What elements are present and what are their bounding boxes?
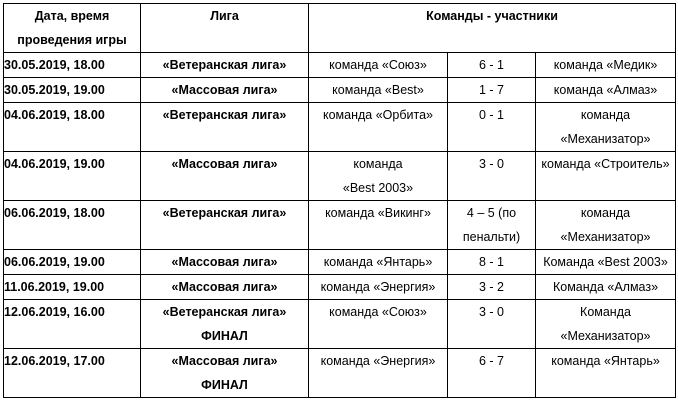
header-date-line2: проведения игры bbox=[17, 33, 127, 47]
team2-name: команда bbox=[580, 206, 631, 220]
league-name: «Массовая лига» bbox=[171, 354, 278, 368]
team1-cell bbox=[309, 349, 448, 398]
team2-name: команда «Алмаз» bbox=[553, 83, 658, 97]
team2-cell bbox=[536, 300, 676, 349]
league-cell bbox=[141, 152, 309, 201]
match-score: 6 - 1 bbox=[478, 58, 504, 72]
table-row bbox=[4, 53, 676, 78]
team2-name: команда «Янтарь» bbox=[551, 354, 660, 368]
match-schedule-table bbox=[3, 3, 676, 398]
team2-cell bbox=[536, 250, 676, 275]
header-date-line1: Дата, время bbox=[34, 9, 110, 23]
league-cell bbox=[141, 78, 309, 103]
score-cell bbox=[448, 349, 536, 398]
score-cell bbox=[448, 275, 536, 300]
score-cell bbox=[448, 250, 536, 275]
score-cell bbox=[448, 152, 536, 201]
final-label: ФИНАЛ bbox=[201, 329, 248, 343]
score-cell bbox=[448, 78, 536, 103]
league-name: «Ветеранская лига» bbox=[162, 305, 287, 319]
match-score: пенальти) bbox=[462, 230, 521, 244]
match-date-cell: 11.06.2019, 19.00 bbox=[4, 275, 141, 300]
table-row bbox=[4, 349, 676, 398]
score-cell bbox=[448, 201, 536, 250]
team2-name: «Механизатор» bbox=[560, 329, 651, 343]
match-score: 6 - 7 bbox=[478, 354, 504, 368]
team1-cell bbox=[309, 103, 448, 152]
table-row bbox=[4, 275, 676, 300]
score-cell bbox=[448, 103, 536, 152]
table-row bbox=[4, 300, 676, 349]
team2-cell bbox=[536, 201, 676, 250]
match-score: 0 - 1 bbox=[478, 108, 504, 122]
match-score: 8 - 1 bbox=[478, 255, 504, 269]
team1-name: команда «Орбита» bbox=[323, 108, 433, 122]
match-score: 1 - 7 bbox=[478, 83, 504, 97]
final-label: ФИНАЛ bbox=[201, 378, 248, 392]
match-date-cell: 12.06.2019, 16.00 bbox=[4, 300, 141, 349]
team2-name: команда «Строитель» bbox=[541, 157, 670, 171]
match-score: 3 - 2 bbox=[478, 280, 504, 294]
match-score: 3 - 0 bbox=[478, 157, 504, 171]
team2-cell bbox=[536, 53, 676, 78]
team1-cell bbox=[309, 201, 448, 250]
league-cell bbox=[141, 349, 309, 398]
match-score: 3 - 0 bbox=[478, 305, 504, 319]
header-league: Лига bbox=[141, 4, 309, 53]
league-name: «Ветеранская лига» bbox=[162, 108, 287, 122]
match-date-cell: 04.06.2019, 19.00 bbox=[4, 152, 141, 201]
score-cell bbox=[448, 53, 536, 78]
table-row bbox=[4, 201, 676, 250]
table-row bbox=[4, 152, 676, 201]
team2-cell bbox=[536, 275, 676, 300]
team1-cell bbox=[309, 53, 448, 78]
team1-name: команда «Энергия» bbox=[320, 280, 436, 294]
match-date-cell: 04.06.2019, 18.00 bbox=[4, 103, 141, 152]
team2-name: «Механизатор» bbox=[560, 132, 651, 146]
match-date-cell: 12.06.2019, 17.00 bbox=[4, 349, 141, 398]
team1-name: команда «Best» bbox=[332, 83, 424, 97]
team2-cell bbox=[536, 78, 676, 103]
league-cell bbox=[141, 300, 309, 349]
match-date-cell: 06.06.2019, 19.00 bbox=[4, 250, 141, 275]
team1-cell bbox=[309, 152, 448, 201]
match-score: 4 – 5 (по bbox=[466, 206, 517, 220]
header-date bbox=[4, 4, 141, 53]
table-row bbox=[4, 250, 676, 275]
league-cell bbox=[141, 250, 309, 275]
league-name: «Массовая лига» bbox=[171, 255, 278, 269]
league-name: «Массовая лига» bbox=[171, 280, 278, 294]
team2-cell bbox=[536, 349, 676, 398]
team2-name: команда bbox=[580, 108, 631, 122]
league-cell bbox=[141, 53, 309, 78]
header-teams: Команды - участники bbox=[309, 4, 676, 53]
header-row bbox=[4, 4, 676, 53]
team2-name: Команда «Best 2003» bbox=[543, 255, 668, 269]
team1-name: команда «Союз» bbox=[329, 305, 427, 319]
match-date-cell: 30.05.2019, 18.00 bbox=[4, 53, 141, 78]
team1-cell bbox=[309, 275, 448, 300]
team2-name: Команда «Алмаз» bbox=[552, 280, 659, 294]
team1-cell bbox=[309, 250, 448, 275]
team1-name: команда «Янтарь» bbox=[323, 255, 433, 269]
team2-cell bbox=[536, 103, 676, 152]
table-row bbox=[4, 78, 676, 103]
league-cell bbox=[141, 201, 309, 250]
match-date-cell: 30.05.2019, 19.00 bbox=[4, 78, 141, 103]
score-cell bbox=[448, 300, 536, 349]
match-date-cell: 06.06.2019, 18.00 bbox=[4, 201, 141, 250]
team1-name: команда «Викинг» bbox=[325, 206, 431, 220]
team1-name: команда bbox=[353, 157, 403, 171]
team2-cell bbox=[536, 152, 676, 201]
team2-name: «Механизатор» bbox=[560, 230, 651, 244]
team2-name: Команда bbox=[580, 305, 631, 319]
team1-name: команда «Энергия» bbox=[320, 354, 436, 368]
league-name: «Ветеранская лига» bbox=[162, 58, 287, 72]
team1-name: «Best 2003» bbox=[342, 181, 414, 195]
league-name: «Ветеранская лига» bbox=[162, 206, 287, 220]
league-name: «Массовая лига» bbox=[171, 157, 278, 171]
league-cell bbox=[141, 275, 309, 300]
team2-name: команда «Медик» bbox=[553, 58, 658, 72]
team1-cell bbox=[309, 78, 448, 103]
table-row bbox=[4, 103, 676, 152]
team1-cell bbox=[309, 300, 448, 349]
league-name: «Массовая лига» bbox=[171, 83, 278, 97]
league-cell bbox=[141, 103, 309, 152]
team1-name: команда «Союз» bbox=[329, 58, 427, 72]
